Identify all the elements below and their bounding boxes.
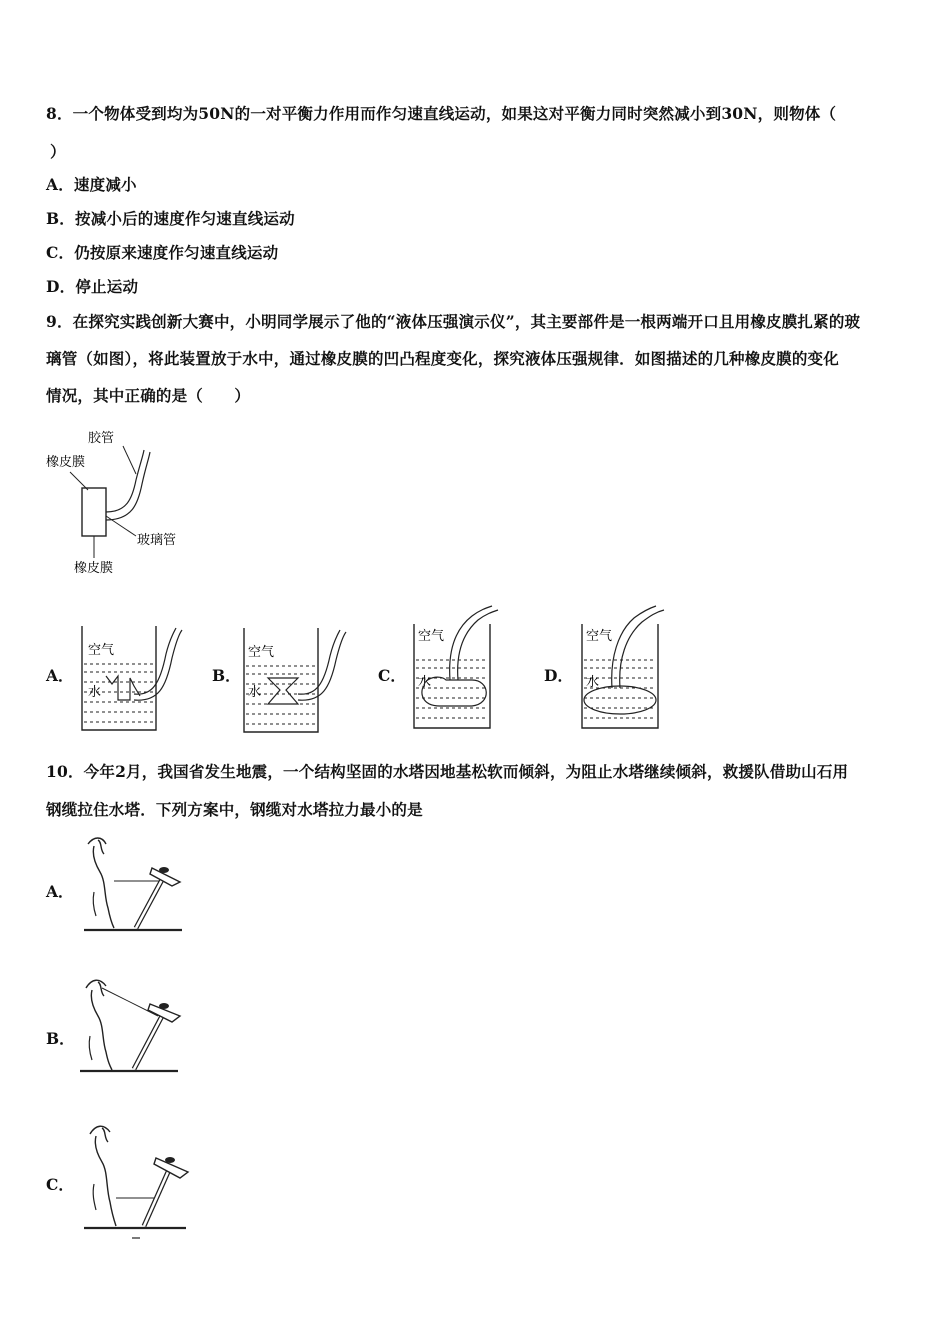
q8-option-d: D．停止运动 (46, 277, 139, 296)
air-label: 空气 (418, 629, 445, 644)
q10-stem-line1: 10．今年2月，我国省发生地震，一个结构坚固的水塔因地基松软而倾斜，为阻止水塔继续倾斜，救援队借助山石用 (46, 762, 849, 781)
q10-option-b-label: B． (46, 1029, 75, 1048)
label-membrane-bottom: 橡皮膜 (74, 561, 114, 576)
label-hose: 胶管 (88, 431, 115, 446)
q10-option-a-figure (80, 832, 190, 936)
air-label: 空气 (586, 629, 613, 644)
q9-option-c-figure (410, 602, 522, 732)
q9-option-a-label: A． (46, 666, 74, 685)
q8-stem-line2: ） (50, 142, 66, 161)
q9-stem-line1: 9．在探究实践创新大赛中，小明同学展示了他的“液体压强演示仪”，其主要部件是一根两端开口且用橡皮膜扎紧的玻 (46, 312, 861, 331)
q9-option-a-figure (78, 624, 188, 734)
q9-option-c-label: C． (378, 666, 406, 685)
label-membrane-top: 橡皮膜 (46, 455, 86, 470)
water-label: 水 (586, 675, 600, 690)
water-label: 水 (88, 685, 102, 700)
water-label: 水 (248, 685, 262, 700)
q9-option-d-label: D． (544, 666, 573, 685)
q8-option-c: C．仍按原来速度作匀速直线运动 (46, 243, 279, 262)
q9-stem-line3: 情况，其中正确的是（ ） (46, 386, 251, 405)
q8-stem-line1: 8．一个物体受到均为50N的一对平衡力作用而作匀速直线运动，如果这对平衡力同时突然减小到30N，则物体（ (46, 104, 837, 123)
q9-option-b-figure (240, 626, 352, 736)
q9-stem-line2: 璃管（如图），将此装置放于水中，通过橡皮膜的凹凸程度变化，探究液体压强规律．如图描述的几种橡皮膜的变化 (46, 349, 839, 368)
q10-option-c-figure (80, 1120, 194, 1244)
air-label: 空气 (248, 645, 275, 660)
q8-option-b: B．按减小后的速度作匀速直线运动 (46, 209, 295, 228)
q9-option-d-figure (578, 602, 690, 732)
q10-option-c-label: C． (46, 1175, 74, 1194)
air-label: 空气 (88, 643, 115, 658)
q10-option-a-label: A． (46, 882, 74, 901)
q8-option-a: A．速度减小 (46, 175, 137, 194)
q9-apparatus-diagram (40, 420, 200, 580)
q9-option-b-label: B． (212, 666, 241, 685)
q10-stem-line2: 钢缆拉住水塔．下列方案中，钢缆对水塔拉力最小的是 (46, 800, 423, 819)
q10-option-b-figure (78, 974, 188, 1078)
water-label: 水 (418, 675, 432, 690)
label-glass-tube: 玻璃管 (137, 533, 177, 548)
